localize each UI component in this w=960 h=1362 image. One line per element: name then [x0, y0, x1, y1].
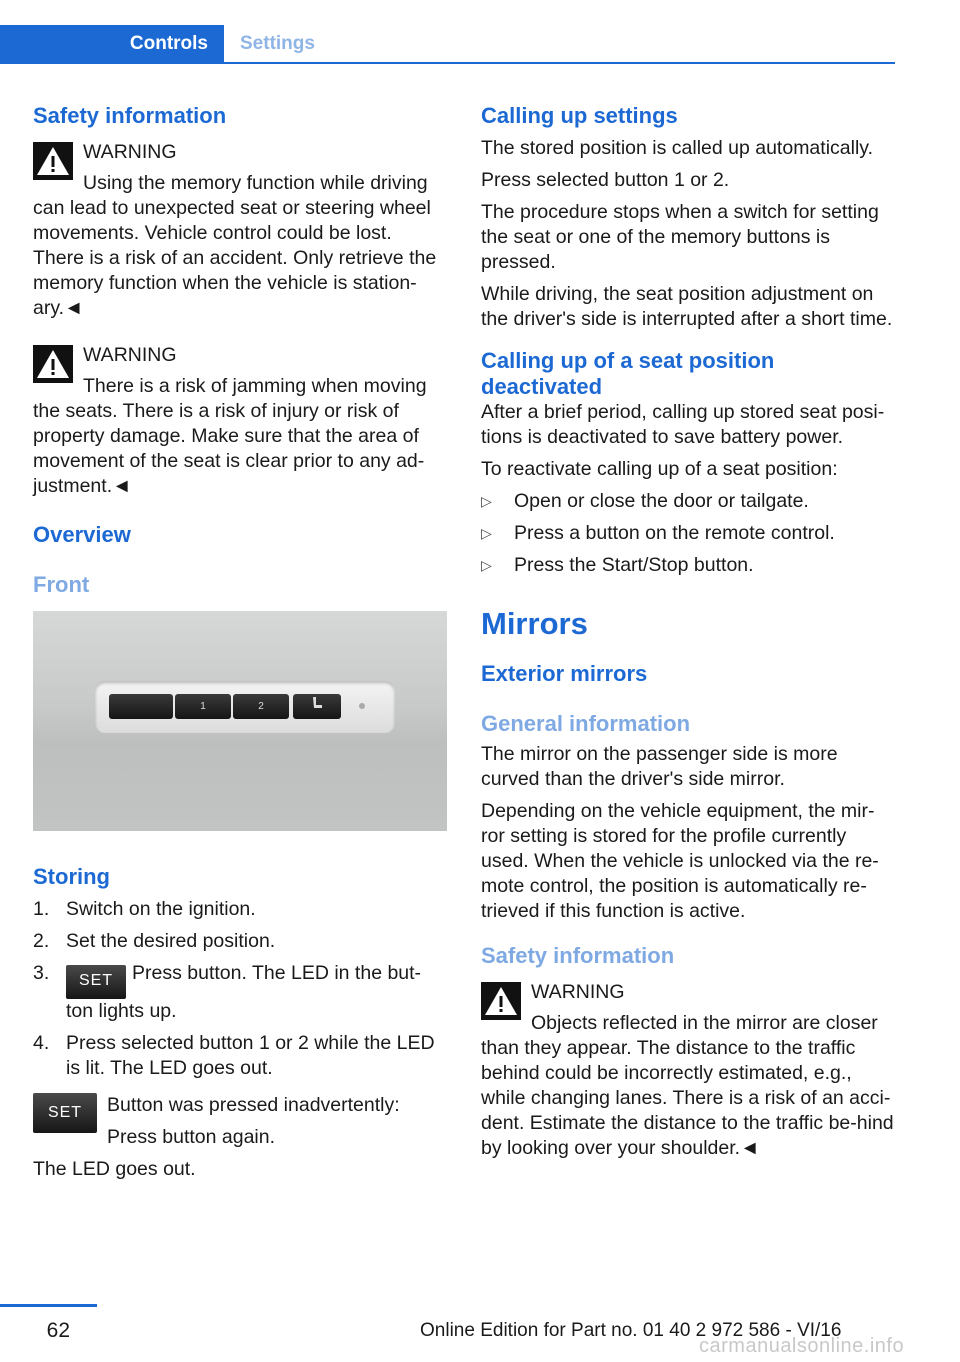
bullet-text: Press a button on the remote control. [514, 522, 835, 544]
step-number: 1. [33, 898, 50, 920]
step-text: Press button. The LED in the but‐ton lights up. [66, 962, 422, 1022]
triangle-bullet-icon: ▷ [481, 557, 492, 573]
warning-triangle-icon [33, 345, 73, 383]
memory-button-2-photo: 2 [233, 694, 289, 719]
step-number: 2. [33, 930, 50, 952]
set-button-photo [109, 694, 173, 719]
set-button-icon: SET [33, 1093, 97, 1133]
tab-controls[interactable]: Controls [0, 25, 224, 62]
exterior-mirrors-heading: Exterior mirrors [481, 661, 648, 686]
list-item [481, 489, 895, 514]
warning-block-mirror [481, 980, 895, 1161]
note-block [33, 1093, 447, 1182]
memory-button-1-photo: 1 [175, 694, 231, 719]
seat-memory-buttons-photo [33, 611, 447, 831]
paragraph: Press selected button 1 or 2. [481, 169, 730, 191]
left-column [33, 102, 447, 1189]
led-indicator [359, 703, 365, 709]
warning-title: WARNING [83, 141, 177, 163]
paragraph: The stored position is called up automatically. [481, 137, 874, 159]
watermark: carmanualsonline.info [699, 1335, 905, 1357]
warning-block-memory [33, 140, 447, 321]
set-button-icon: SET [66, 965, 126, 999]
paragraph: After a brief period, calling up stored seat posi‐tions is deactivated to save battery power. [481, 401, 885, 448]
step-number: 3. [33, 962, 50, 984]
note-after: The LED goes out. [33, 1158, 196, 1180]
paragraph: To reactivate calling up of a seat position: [481, 458, 838, 480]
warning-text: Using the memory function while driving can lead to unexpected seat or steering wheel movements. Vehicle control could be lost. There is a risk of an accident. Only retrieve the memory function when the vehicle is station‐ary.◄ [33, 172, 437, 319]
memory-button-panel [95, 681, 395, 733]
step-text: Switch on the ignition. [66, 898, 256, 920]
step-text: Set the desired position. [66, 930, 276, 952]
bullet-text: Open or close the door or tailgate. [514, 490, 809, 512]
header-tab-bar [0, 25, 895, 64]
edition-text: Online Edition for Part no. 01 40 2 972 586 - VI/16 [420, 1320, 842, 1341]
overview-heading: Overview [33, 522, 131, 547]
calling-up-settings-heading: Calling up settings [481, 103, 678, 128]
right-column [481, 102, 895, 1168]
warning-triangle-icon [481, 982, 521, 1020]
mirrors-heading: Mirrors [481, 606, 588, 641]
list-item [33, 1031, 447, 1081]
paragraph: While driving, the seat position adjustment on the driver's side is interrupted after a short time. [481, 283, 893, 330]
mirror-safety-information-heading: Safety information [481, 943, 675, 968]
paragraph: Depending on the vehicle equipment, the mir‐ror setting is stored for the profile currently used. When the vehicle is unlocked via the re‐mote control, the position is automatically re‐trieved if this function is active. [481, 800, 879, 922]
note-line: Press button again. [107, 1126, 276, 1148]
front-heading: Front [33, 572, 90, 597]
warning-text: Objects reflected in the mirror are closer than they appear. The distance to the traffic behind could be incorrectly estimated, e.g., while changing lanes. There is a risk of an acci‐dent. Estimate the distance to the traffic be‐hind by looking over your shoulder.◄ [481, 1012, 894, 1159]
warning-triangle-icon [33, 142, 73, 180]
seat-position-deactivated-heading: Calling up of a seat position deactivated [481, 348, 775, 399]
warning-title: WARNING [83, 344, 177, 366]
paragraph: The mirror on the passenger side is more curved than the driver's side mirror. [481, 743, 838, 790]
list-item [481, 521, 895, 546]
reactivate-list [481, 489, 895, 578]
step-text: Press selected button 1 or 2 while the LED is lit. The LED goes out. [66, 1032, 435, 1079]
storing-heading: Storing [33, 864, 110, 889]
note-line: Button was pressed inadvertently: [107, 1094, 400, 1116]
bullet-text: Press the Start/Stop button. [514, 554, 754, 576]
list-item [33, 897, 447, 922]
general-information-heading: General information [481, 711, 691, 736]
warning-text: There is a risk of jamming when moving the seats. There is a risk of injury or risk of property damage. Make sure that the area of movement of the seat is clear prior to any ad‐justment.◄ [33, 375, 427, 497]
footer-rule [0, 1304, 97, 1307]
paragraph: The procedure stops when a switch for setting the seat or one of the memory buttons is pressed. [481, 201, 879, 273]
list-item [33, 929, 447, 954]
list-item [33, 961, 447, 1024]
warning-title: WARNING [531, 981, 625, 1003]
warning-block-jamming [33, 343, 447, 499]
seat-icon [293, 694, 341, 719]
step-number: 4. [33, 1032, 50, 1054]
safety-information-heading: Safety information [33, 103, 227, 128]
tab-settings[interactable]: Settings [240, 33, 315, 54]
list-item [481, 553, 895, 578]
page-number: 62 [46, 1319, 70, 1342]
triangle-bullet-icon: ▷ [481, 525, 492, 541]
triangle-bullet-icon: ▷ [481, 493, 492, 509]
storing-steps-list [33, 897, 447, 1081]
